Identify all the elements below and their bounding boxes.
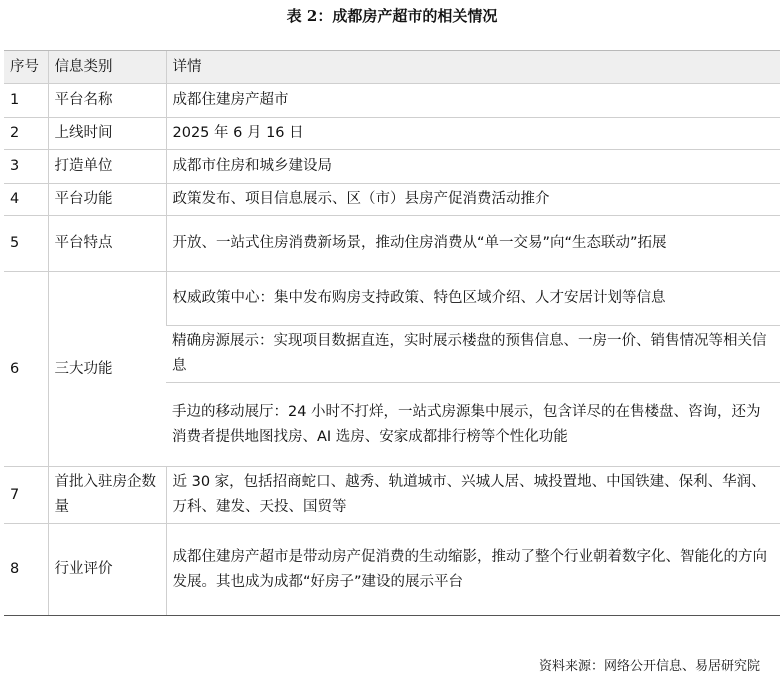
row-detail: 政策发布、项目信息展示、区（市）县房产促消费活动推介	[166, 184, 780, 216]
table-row	[4, 272, 780, 326]
table-row	[4, 118, 780, 150]
header-detail: 详情	[166, 51, 780, 84]
row-detail: 成都住建房产超市是带动房产促消费的生动缩影，推动了整个行业朝着数字化、智能化的方向发展。其也成为成都“好房子”建设的展示平台	[166, 524, 780, 616]
table-row	[4, 150, 780, 184]
row-category: 上线时间	[48, 118, 166, 150]
table-title: 表 2：成都房产超市的相关情况	[286, 7, 498, 25]
row-category: 首批入驻房企数量	[48, 467, 166, 524]
row-detail: 成都市住房和城乡建设局	[166, 150, 780, 184]
row-no: 1	[4, 84, 48, 118]
row-no: 5	[4, 216, 48, 272]
row-no: 7	[4, 467, 48, 524]
row-category: 三大功能	[48, 272, 166, 467]
row-category: 平台特点	[48, 216, 166, 272]
table-row	[4, 184, 780, 216]
row-detail: 近 30 家，包括招商蛇口、越秀、轨道城市、兴城人居、城投置地、中国铁建、保利、华润、万科、建发、天投、国贸等	[166, 467, 780, 524]
info-table	[4, 50, 780, 616]
row-category: 平台功能	[48, 184, 166, 216]
table-row	[4, 467, 780, 524]
row-category: 行业评价	[48, 524, 166, 616]
row-detail: 开放、一站式住房消费新场景，推动住房消费从“单一交易”向“生态联动”拓展	[166, 216, 780, 272]
function-detail: 权威政策中心：集中发布购房支持政策、特色区域介绍、人才安居计划等信息	[166, 272, 780, 326]
function-detail: 手边的移动展厅：24 小时不打烊，一站式房源集中展示，包含详尽的在售楼盘、咨询，还为消费者提供地图找房、AI 选房、安家成都排行榜等个性化功能	[166, 383, 780, 467]
row-no: 8	[4, 524, 48, 616]
table-row	[4, 524, 780, 616]
table-row	[4, 216, 780, 272]
header-category: 信息类别	[48, 51, 166, 84]
row-no: 2	[4, 118, 48, 150]
function-detail: 精确房源展示：实现项目数据直连，实时展示楼盘的预售信息、一房一价、销售情况等相关信息	[166, 326, 780, 383]
table-row	[4, 84, 780, 118]
row-no: 4	[4, 184, 48, 216]
row-detail: 成都住建房产超市	[166, 84, 780, 118]
row-category: 打造单位	[48, 150, 166, 184]
row-no: 6	[4, 272, 48, 467]
row-detail: 2025 年 6 月 16 日	[166, 118, 780, 150]
row-category: 平台名称	[48, 84, 166, 118]
row-no: 3	[4, 150, 48, 184]
table-header-row	[4, 51, 780, 84]
header-no: 序号	[4, 51, 48, 84]
source-note: 资料来源：网络公开信息、易居研究院	[538, 659, 760, 674]
